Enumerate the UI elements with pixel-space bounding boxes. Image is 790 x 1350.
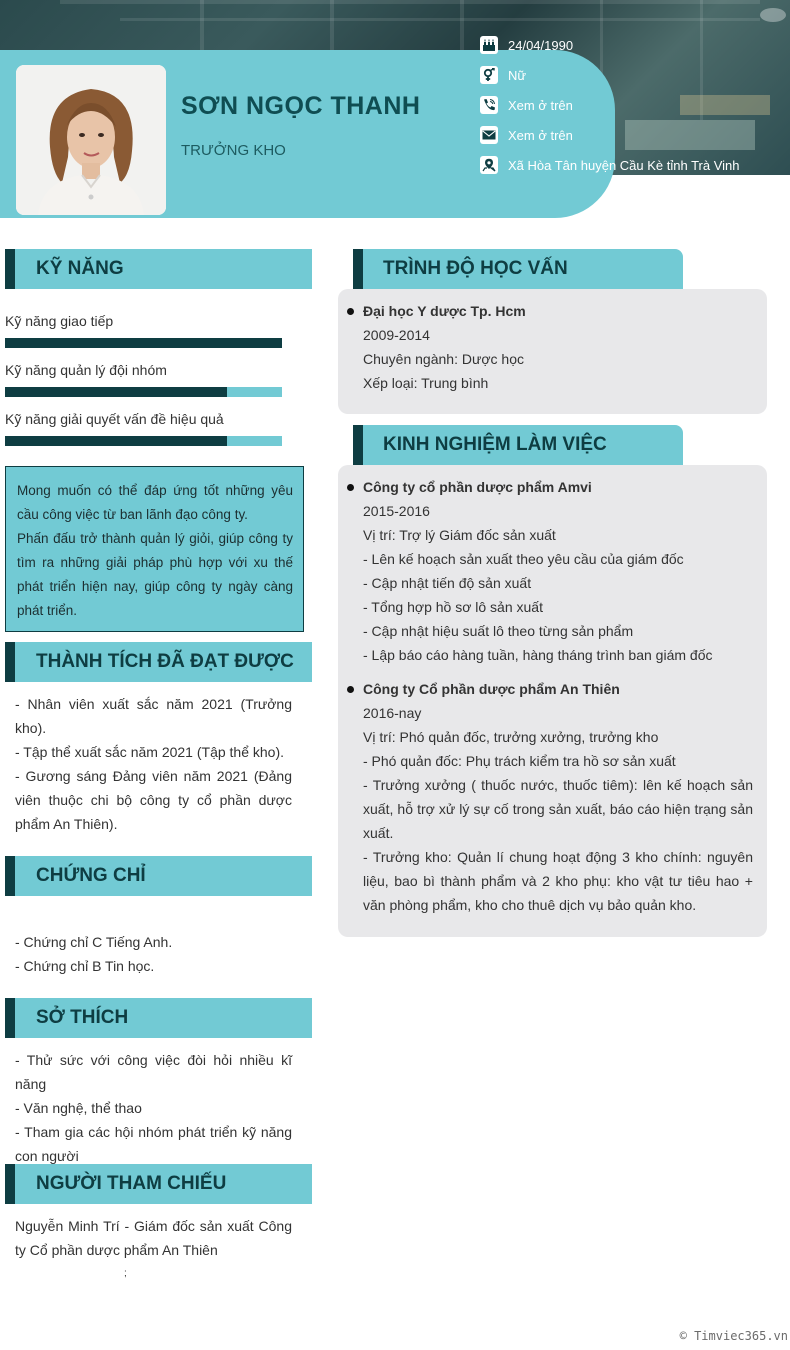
info-birthday — [480, 30, 780, 60]
hobbies-section-title: SỞ THÍCH — [5, 998, 312, 1038]
company-name: Công ty cổ phần dược phẩm Amvi — [363, 475, 753, 499]
job-years: 2016-nay — [363, 705, 422, 721]
hobby-item: - Thử sức với công việc đòi hỏi nhiều kĩ năng — [15, 1052, 292, 1092]
reference-mark: ; — [124, 1268, 127, 1279]
address-text: Xã Hòa Tân huyện Cầu Kè tỉnh Trà Vinh — [508, 157, 740, 173]
job-years: 2015-2016 — [363, 503, 430, 519]
achievement-item: - Gương sáng Đảng viên năm 2021 (Đảng viên thuộc chi bộ công ty cổ phần dược phẩm An Thiên). — [15, 768, 292, 832]
achievement-item: - Tập thể xuất sắc năm 2021 (Tập thể kho). — [15, 744, 285, 760]
job-task: - Cập nhật tiến độ sản xuất — [363, 575, 532, 591]
achievements-section-title: THÀNH TÍCH ĐÃ ĐẠT ĐƯỢC — [5, 642, 312, 682]
birthday-text: 24/04/1990 — [508, 37, 574, 53]
skill-label: Kỹ năng quản lý đội nhóm — [5, 362, 167, 378]
info-phone — [480, 90, 780, 120]
job-task: - Cập nhật hiệu suất lô theo từng sản phẩm — [363, 623, 634, 639]
skill-label: Kỹ năng giải quyết vấn đề hiệu quả — [5, 411, 224, 427]
skill-bar — [5, 338, 282, 348]
certificate-item: - Chứng chỉ B Tin học. — [15, 958, 155, 974]
job-task: - Phó quản đốc: Phụ trách kiểm tra hồ sơ sản xuất — [363, 753, 676, 769]
phone-text: Xem ở trên — [508, 97, 573, 113]
skill-bar-fill — [5, 436, 227, 446]
info-email — [480, 120, 780, 150]
reference-text: Nguyễn Minh Trí - Giám đốc sản xuất Công ty Cổ phần dược phẩm An Thiên — [15, 1218, 292, 1258]
job-task: - Tổng hợp hồ sơ lô sản xuất — [363, 599, 543, 615]
career-goal-box — [5, 466, 304, 632]
achievements-list — [15, 692, 292, 836]
job-position: Vị trí: Phó quản đốc, trưởng xưởng, trưởng kho — [363, 729, 659, 745]
skill-bar — [5, 436, 282, 446]
job-task: - Lập báo cáo hàng tuần, hàng tháng trình ban giám đốc — [363, 647, 713, 663]
career-goal-line: Phấn đấu trở thành quản lý giỏi, giúp công ty tìm ra những giải pháp phù hợp với xu thế phát triển hiện nay, giúp công ty ngày càng phát triển. — [17, 531, 293, 618]
education-section-title: TRÌNH ĐỘ HỌC VẤN — [353, 249, 683, 289]
hobbies-list — [15, 1048, 292, 1168]
job-task: - Trưởng xưởng ( thuốc nước, thuốc tiêm): lên kế hoạch sản xuất, hỗ trợ xử lý sự cố trong sản xuất, báo cáo hiện trạng sản xuất. — [363, 777, 753, 841]
certificate-item: - Chứng chỉ C Tiếng Anh. — [15, 934, 173, 950]
certificates-list — [15, 930, 292, 978]
job-position: Vị trí: Trợ lý Giám đốc sản xuất — [363, 527, 556, 543]
certificates-section-title: CHỨNG CHỈ — [5, 856, 312, 896]
experience-section-title: KINH NGHIỆM LÀM VIỆC — [353, 425, 683, 465]
achievement-item: - Nhân viên xuất sắc năm 2021 (Trưởng kho). — [15, 696, 292, 736]
email-text: Xem ở trên — [508, 127, 573, 143]
experience-entry — [363, 475, 753, 667]
company-name: Công ty Cổ phần dược phẩm An Thiên — [363, 677, 753, 701]
skills-section-title: KỸ NĂNG — [5, 249, 312, 289]
gender-text: Nữ — [508, 67, 527, 83]
footer-watermark: © Timviec365.vn — [679, 1329, 788, 1343]
skill-bar-fill — [5, 338, 282, 348]
references-section-title: NGƯỜI THAM CHIẾU — [5, 1164, 312, 1204]
gender-icon — [480, 66, 498, 84]
job-task: - Lên kế hoạch sản xuất theo yêu cầu của giám đốc — [363, 551, 684, 567]
education-grade: Xếp loại: Trung bình — [363, 375, 489, 391]
hobby-item: - Tham gia các hội nhóm phát triển kỹ năng con người — [15, 1124, 292, 1164]
birthday-cake-icon — [480, 36, 498, 54]
location-pin-icon — [480, 156, 498, 174]
candidate-job-title: TRƯỞNG KHO — [181, 142, 286, 159]
info-gender — [480, 60, 780, 90]
career-goal-line: Mong muốn có thể đáp ứng tốt những yêu cầu công việc từ ban lãnh đạo công ty. — [17, 483, 293, 522]
education-years: 2009-2014 — [363, 327, 430, 343]
hobby-item: - Văn nghệ, thể thao — [15, 1100, 142, 1116]
skill-label: Kỹ năng giao tiếp — [5, 313, 114, 329]
education-entry — [363, 299, 753, 395]
phone-icon — [480, 96, 498, 114]
school-name: Đại học Y dược Tp. Hcm — [363, 299, 753, 323]
skill-bar-fill — [5, 387, 227, 397]
profile-photo — [16, 65, 166, 215]
info-address — [480, 150, 780, 180]
experience-entry — [363, 677, 753, 917]
education-major: Chuyên ngành: Dược học — [363, 351, 524, 367]
email-icon — [480, 126, 498, 144]
resume-header — [0, 0, 790, 220]
job-task: - Trưởng kho: Quản lí chung hoạt động 3 kho chính: nguyên liệu, bao bì thành phẩm và 2 kho phụ: kho vật tư tiêu hao + văn phòng phẩm, kho cho thuê dịch vụ bảo quản kho. — [363, 849, 753, 913]
candidate-name: SƠN NGỌC THANH — [181, 92, 421, 120]
skill-bar — [5, 387, 282, 397]
personal-info-list — [480, 30, 780, 180]
